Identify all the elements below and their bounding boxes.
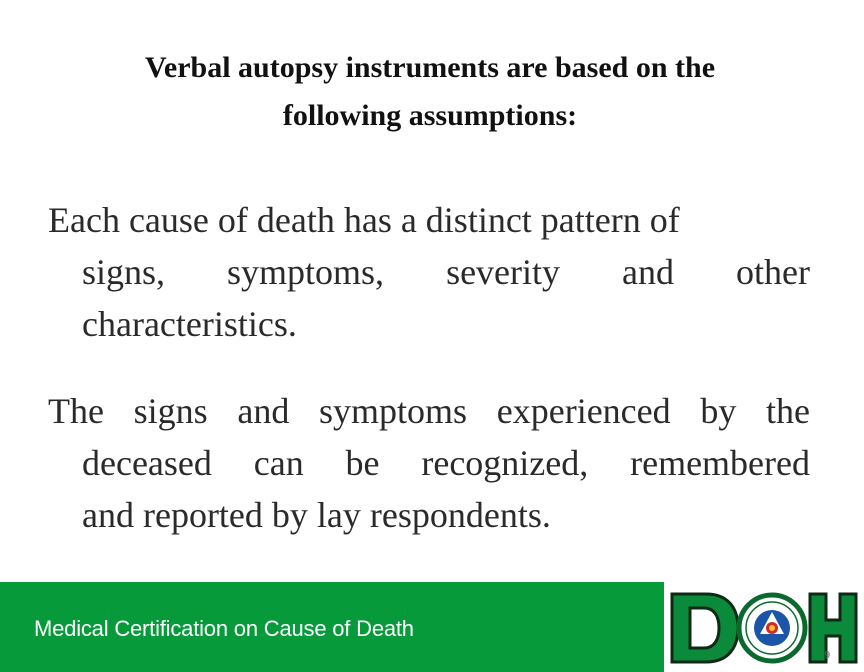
assumption-paragraph-2: [48, 385, 810, 541]
slide-number: 9: [824, 650, 830, 661]
paragraph-1-line-2: signs, symptoms, severity and other: [82, 252, 810, 292]
paragraph-2-line-1: The signs and symptoms experienced by the: [48, 391, 810, 431]
footer-title: Medical Certification on Cause of Death: [34, 616, 414, 641]
assumption-paragraph-1: [48, 194, 810, 350]
doh-logo: [666, 588, 862, 668]
paragraph-2-line-2: deceased can be recognized, remembered: [82, 443, 810, 483]
paragraph-1-line-1: Each cause of death has a distinct pattern of: [48, 200, 680, 240]
slide-title-line-2: following assumptions:: [282, 99, 578, 132]
doh-logo-letter-d: [672, 594, 738, 662]
slide-title: [30, 44, 830, 140]
slide-title-line-1: Verbal autopsy instruments are based on the: [144, 51, 716, 84]
doh-logo-letter-h: [810, 594, 856, 662]
paragraph-2-line-3: and reported by lay respondents.: [82, 495, 551, 535]
paragraph-1-line-3: characteristics.: [82, 304, 297, 344]
